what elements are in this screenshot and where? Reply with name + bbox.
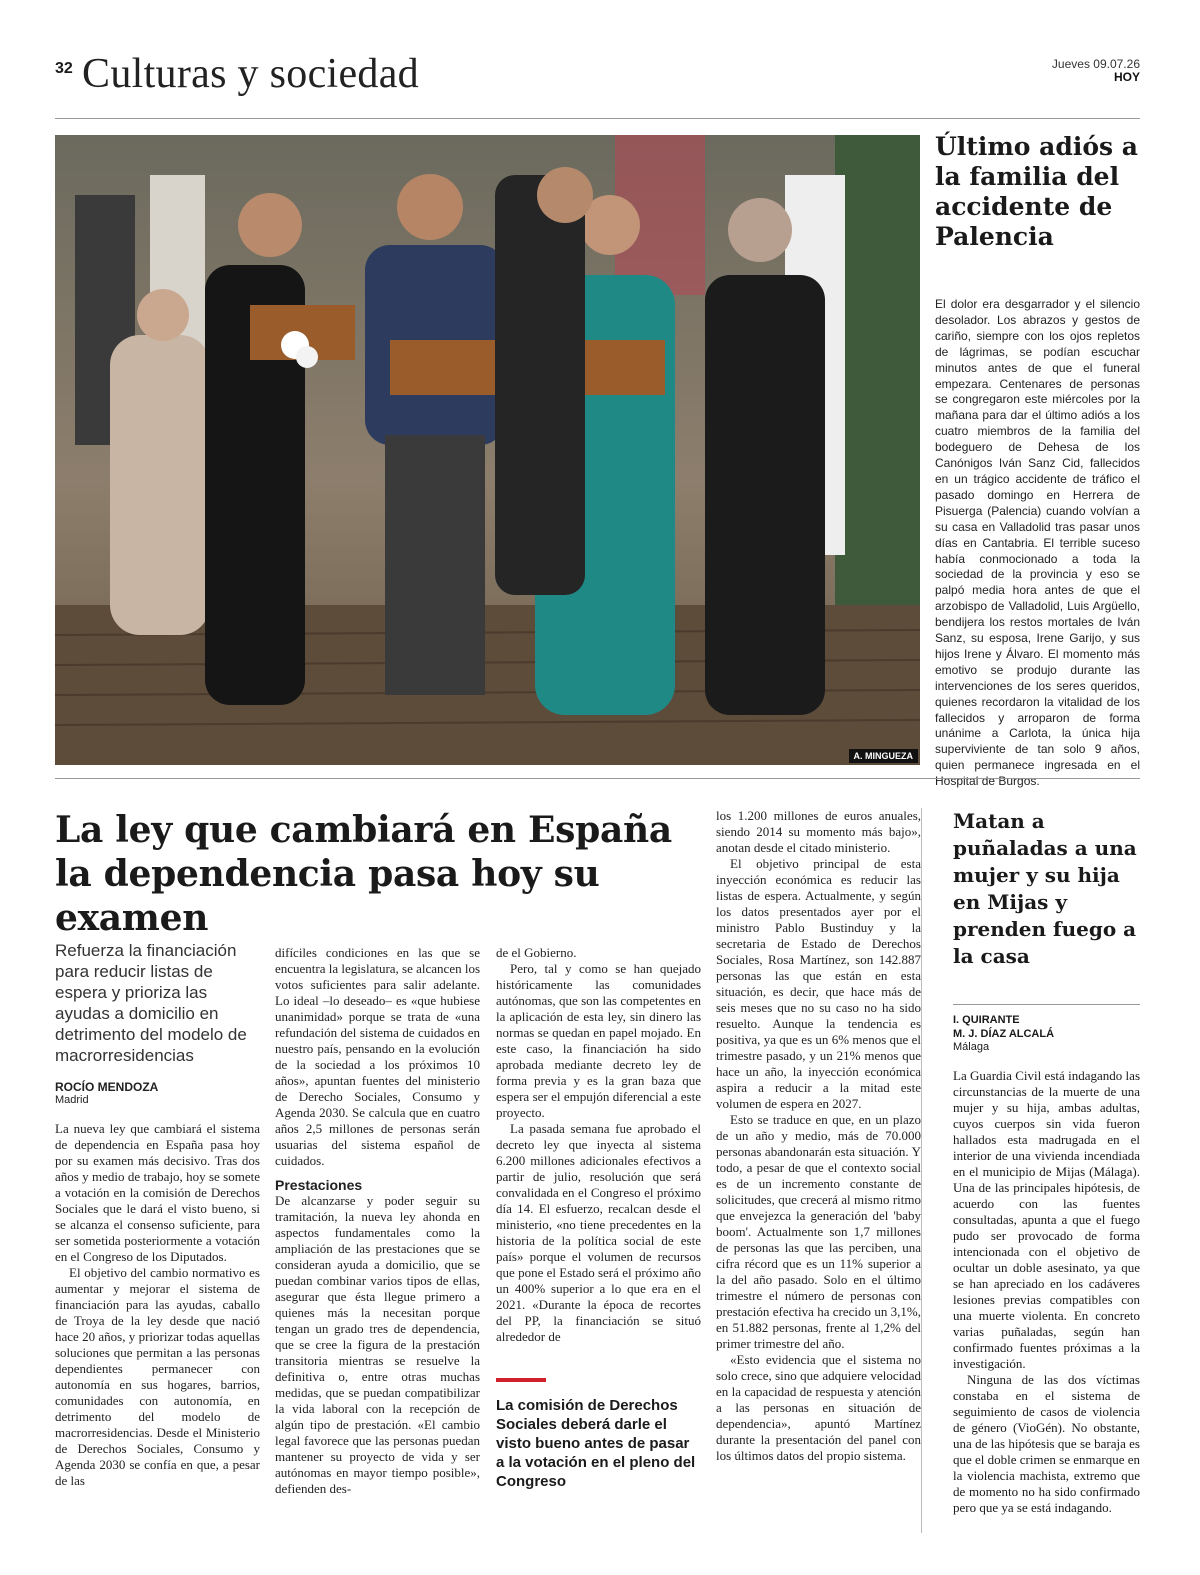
funeral-photo (55, 135, 920, 765)
pull-quote-accent-bar (496, 1378, 546, 1382)
subhead: Prestaciones (275, 1177, 363, 1193)
paragraph: Esto se traduce en que, en un plazo de un año y medio, más de 70.000 personas abandonarán esta situación. Y todo, a pesar de que el contexto social es de un incremento constante de solicitudes, que crecerá al mismo ritmo que envejezca la generación del 'baby boom'. Actualmente son 1,7 millones de personas las que las perciben, una cifra récord que es un 11% superior a la del año pasado. Solo en el último trimestre el número de personas con prestación efectiva ha crecido un 3,1%, en 51.882 personas, frente al 1,2% del primer trimestre del año. (716, 1112, 921, 1351)
paragraph: Pero, tal y como se han quejado históricamente las comunidades autónomas, que son las competentes en la aplicación de esta ley, sin dinero las normas se quedan en papel mojado. En este caso, la financiación ha sido aprobada mediante decreto ley de forma previa y es la gran baza que espera ser el empujón diferencial a este proyecto. (496, 961, 701, 1120)
main-headline: La ley que cambiará en España la dependencia pasa hoy su examen (55, 809, 672, 939)
paragraph: Ninguna de las dos víctimas constaba en el sistema de seguimiento de casos de violencia de género (VioGén). No obstante, una de las hipótesis que se baraja es que el doble crimen se enmarque en la violencia machista, extremo que de momento no ha sido confirmado pero que ya se está indagando. (953, 1372, 1140, 1515)
funeral-scene-illustration (55, 135, 920, 765)
paragraph: El objetivo del cambio normativo es aumentar y mejorar el sistema de financiación para las ayudas, caballo de Troya de la ley desde que nació hace 20 años, y priorizar todas aquellas soluciones que permitan a las personas dependientes permanecer con autonomía en sus hogares, barrios, comunidades con autonomía, en detrimento del modelo de macrorresidencias. Desde el Ministerio de Derechos Sociales, Consumo y Agenda 2030 se confía en que, a pesar de las (55, 1265, 260, 1488)
standfirst: Refuerza la financiación para reducir listas de espera y prioriza las ayudas a domicilio en detrimento del modelo de macrorresidencias (55, 941, 247, 1065)
photo-credit: A. MINGUEZA (849, 749, 919, 763)
publication-name: HOY (1113, 70, 1140, 84)
side-story-divider (921, 808, 922, 1533)
dateline (1052, 58, 1140, 84)
main-column-2 (275, 945, 480, 1497)
side-story-author: I. QUIRANTE (953, 1014, 1020, 1026)
header-divider (55, 118, 1140, 119)
paragraph: «Esto evidencia que el sistema no solo crece, sino que adquiere velocidad en la capacidad de respuesta y atención a las personas en situación de dependencia», apuntó Martínez durante la presentación del panel con los últimos datos del propio sistema. (716, 1352, 921, 1463)
side-story-author: M. J. DÍAZ ALCALÁ (953, 1028, 1055, 1040)
paragraph: La pasada semana fue aprobado el decreto ley que inyecta al sistema 6.200 millones adicionales efectivos a partir de julio, resolución que será convalidada en el Congreso el próximo día 14. El esfuerzo, recalcan desde el ministerio, «no tiene precedentes en la historia de la política social de este país» porque el volumen de recursos que pone el Estado será el próximo año un 400% superior a lo que era en el 2021. «Durante la época de recortes del PP, la financiación se situó alrededor de (496, 1121, 701, 1344)
paragraph: El objetivo principal de esta inyección económica es reducir las listas de espera. Actualmente, y según los datos presentados ayer por el ministro Pablo Bustinduy y la secretaria de Estado de Derechos Sociales, Rosa Martínez, son 142.887 personas las que están en esta situación, es decir, que hace más de seis meses que no su caso no ha sido resuelto. Aunque la tendencia es positiva, ya que es un 6% menos que el trimestre pasado, y un 21% menos que hace un año, la inyección económica aspira a reducir a la mitad este volumen de espera en 2027. (716, 856, 921, 1111)
paragraph: La Guardia Civil está indagando las circunstancias de la muerte de una mujer y su hija, ambas adultas, cuyos cuerpos sin vida fueron hallados esta madrugada en el interior de una vivienda incendiada en el municipio de Mijas (Málaga). Una de las principales hipótesis, de acuerdo con las fuentes consultadas, apunta a que el fuego pudo ser provocado de forma intencionada con el objetivo de ocultar un doble asesinato, ya que se han apreciado en los cadáveres lesiones previas compatibles con una muerte violenta. En concreto varias puñaladas, según han confirmado fuentes próximas a la investigación. (953, 1068, 1140, 1371)
main-column-4 (716, 808, 921, 1464)
pull-quote-text: La comisión de Derechos Sociales deberá darle el visto bueno antes de pasar a la votación en el pleno del Congreso (496, 1397, 696, 1490)
paragraph: difíciles condiciones en las que se encuentra la legislatura, se alcancen los votos suficientes para salir adelante. Lo ideal –lo deseado– es «que hubiese unanimidad» porque se trata de «una refundación del sistema de cuidados en nuestro país, pensando en la evolución de la sociedad a los próximos 10 años», apuntan fuentes del ministerio de Derecho Sociales, Consumo y Agenda 2030. Se calcula que en cuatro años 2,5 millones de personas serán usuarias del sistema español de cuidados. (275, 945, 481, 1168)
side-story-headline: Matan a puñaladas a una mujer y su hija en Mijas y prenden fuego a la casa (953, 809, 1137, 968)
issue-date: Jueves 09.07.26 (1051, 57, 1140, 71)
paragraph: de el Gobierno. (496, 945, 577, 960)
section-title: Culturas y sociedad (82, 51, 419, 97)
byline-author: ROCÍO MENDOZA (55, 1080, 159, 1094)
side-story-location: Málaga (953, 1041, 990, 1053)
top-story-body: El dolor era desgarrador y el silencio desolador. Los abrazos y gestos de cariño, siempre con los ojos repletos de lágrimas, se podían escuchar minutos antes de que el funeral empezara. Centenares de personas se congregaron este miércoles por la mañana para dar el último adiós a los cuatro miembros de la familia del bodeguero de Dehesa de los Canónigos Iván Sanz Cid, fallecidos en un trágico accidente de tráfico el pasado domingo en Herrera de Pisuerga (Palencia) cuando volvían a su casa en Valladolid tras pasar unos días en Cantabria. El terrible suceso había conmocionado a toda la sociedad de la provincia y eso se palpó media hora antes de que el arzobispo de Valladolid, Luis Argüello, bendijera los restos mortales de Iván Sanz, su esposa, Irene Garijo, y sus hijos Irene y Álvaro. El momento más emotivo se produjo durante las intervenciones de los seres queridos, quienes recordaron la vitalidad de los fallecidos y arroparon de forma unánime a Carlota, la única hija superviviente de tan solo 9 años, quien permanece ingresada en el Hospital de Burgos. (935, 297, 1140, 789)
main-column-1 (55, 940, 260, 1489)
byline-location: Madrid (55, 1094, 89, 1106)
side-story (935, 808, 1140, 1516)
pull-quote (496, 1378, 701, 1491)
paragraph: De alcanzarse y poder seguir su tramitación, la nueva ley ahonda en aspectos fundamentales como la ampliación de las prestaciones que se consideran ayuda a domicilio, que se puedan combinar varios tipos de ellas, asegurar que ésta llegue primero a quienes más la necesitan porque tengan un grado tres de dependencia, que se cree la figura de la prestación transitoria mientras se resuelve la definitiva o, entre otras muchas medidas, que se puedan compatibilizar la vida laboral con la recepción de algún tipo de prestación. «El cambio legal favorece que las personas puedan mantener su proyecto de vida y ser autónomas en mayor tiempo posible», defienden des- (275, 1193, 480, 1496)
main-column-3 (496, 945, 701, 1345)
side-story-body (935, 1068, 1140, 1516)
top-story (935, 132, 1140, 790)
page-number: 32 (55, 60, 73, 77)
top-story-headline: Último adiós a la familia del accidente de Palencia (935, 132, 1139, 251)
side-story-rule (953, 1004, 1140, 1005)
paragraph: La nueva ley que cambiará el sistema de dependencia en España pasa hoy por su examen más decisivo. Tras dos años y medio de trabajo, hoy se somete a votación en la comisión de Derechos Sociales que le dará el visto bueno, si se alcanza el consenso suficiente, para ser sometida posteriormente a votación en el Congreso de los Diputados. (55, 1121, 260, 1264)
paragraph: los 1.200 millones de euros anuales, siendo 2014 su momento más bajo», anotan desde el citado ministerio. (716, 808, 921, 855)
section-divider (55, 778, 1140, 779)
